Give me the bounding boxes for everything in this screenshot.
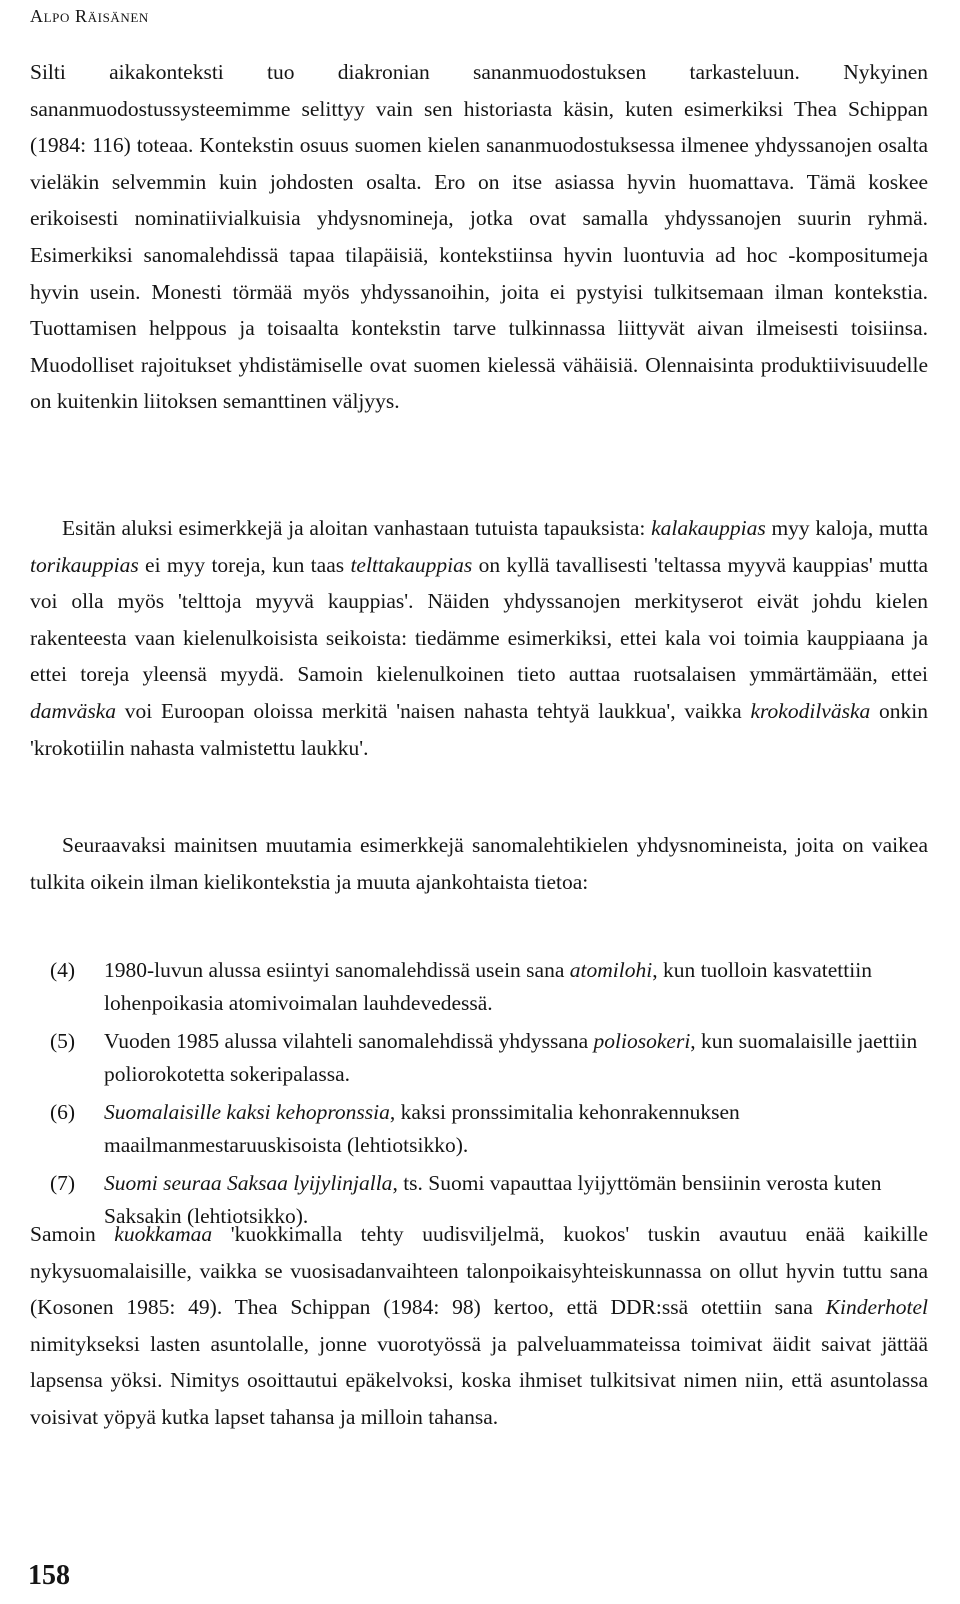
paragraph-1 <box>30 54 928 420</box>
italic-term: Kinderhotel <box>825 1295 928 1320</box>
example-item: (7) Suomi seuraa Saksaa lyijylinjalla, ts. Suomi vapauttaa lyijyttömän bensiinin verosta kuten Saksakin (lehtiotsikko). <box>30 1167 928 1233</box>
example-number: (5) <box>50 1029 76 1053</box>
italic-term: krokodilväska <box>750 698 871 723</box>
paragraph-3 <box>30 827 928 900</box>
paragraph-4: Samoin kuokkamaa 'kuokkimalla tehty uudisviljelmä, kuokos' tuskin avautuu enää kaikille nykysuomalaisille, vaikka se vuosisadanvaihteen talonpoikaisyhteiskunnassa on ollut hyvin tuttu sana (Kosonen 1985: 49). Thea Schippan (1984: 98) kertoo, että DDR:ssä otettiin sana Kinderhotel nimitykseksi lasten asuntolalle, jonne vuorotyössä ja palveluammateissa toimivat äidit saivat jättää lapsensa yöksi. Nimitys osoittautui epäkelvoksi, koska ihmiset tulkitsivat nimen niin, että asuntolassa voisivat yöpyä kutka lapset tahansa ja milloin tahansa. <box>30 1222 929 1429</box>
italic-term: torikauppias <box>30 552 139 577</box>
example-list <box>30 954 928 1238</box>
italic-term: poliosokeri <box>593 1029 691 1053</box>
italic-term: Suomi seuraa Saksaa lyijylinjalla <box>104 1171 393 1195</box>
italic-term: atomilohi <box>569 958 653 982</box>
example-item: (6) Suomalaisille kaksi kehopronssia, kaksi pronssimitalia kehonrakennuksen maailmanmestaruuskisoista (lehtiotsikko). <box>30 1096 928 1162</box>
running-header: Alpo Räisänen <box>30 6 149 26</box>
paragraph-2: Esitän aluksi esimerkkejä ja aloitan vanhastaan tutuista tapauksista: kalakauppias myy kaloja, mutta torikauppias ei myy toreja, kun taas telttakauppias on kyllä tavallisesti 'teltassa myyvä kauppias' mutta voi olla myös 'telttoja myyvä kauppias'. Näiden yhdyssanojen merkityserot eivät johdu kielen rakenteesta vaan kielenulkoisista seikoista: tiedämme esimerkiksi, ettei kala voi toimia kauppiaana ja ettei toreja yleensä myydä. Samoin kielenulkoinen tieto auttaa ruotsalaisen ymmärtämään, ettei damväska voi Euroopan oloissa merkitä 'naisen nahasta tehtyä laukkua', vaikka krokodilväska onkin 'krokotiilin nahasta valmistettu laukku'. <box>30 516 928 760</box>
italic-term: kalakauppias <box>651 516 766 540</box>
italic-term: telttakauppias <box>350 552 473 577</box>
example-item: (4) 1980-luvun alussa esiintyi sanomalehdissä usein sana atomilohi, kun tuolloin kasvatettiin lohenpoikasia atomivoimalan lauhdevedessä. <box>30 954 928 1020</box>
example-number: (6) <box>50 1100 76 1124</box>
paragraph-1-text: Silti aikakonteksti tuo diakronian sananmuodostuksen tarkasteluun. Nykyinen sananmuodostussysteemimme selittyy vain sen historiasta käsin, kuten esimerkiksi Thea Schippan (1984: 116) toteaa. Kontekstin osuus suomen kielen sananmuodostuksessa ilmenee yhdyssanojen osalta vieläkin selvemmin kuin johdosten osalta. Ero on itse asiassa hyvin huomattava. Tämä koskee erikoisesti nominatiivialkuisia yhdysnomineja, jotka ovat samalla yhdyssanojen suurin ryhmä. Esimerkiksi sanomalehdissä tapaa tilapäisiä, kontekstiinsa hyvin luontuvia ad hoc -kompositumeja hyvin usein. Monesti törmää myös yhdyssanoihin, joita ei pystyisi tulkitsemaan ilman kontekstia. Tuottamisen helppous ja toisaalta kontekstin tarve tulkinnassa liittyvät aivan ilmeisesti toisiinsa. Muodolliset rajoitukset yhdistämiselle ovat suomen kielessä vähäisiä. Olennaisinta produktiivisuudelle on kuitenkin liitoksen semanttinen väljyys. <box>30 60 928 414</box>
example-item: (5) Vuoden 1985 alussa vilahteli sanomalehdissä yhdyssana poliosokeri, kun suomalaisille jaettiin poliorokotetta sokeripalassa. <box>30 1025 928 1091</box>
paragraph-3-text: Seuraavaksi mainitsen muutamia esimerkkejä sanomalehtikielen yhdysnomineista, joita on vaikea tulkita oikein ilman kielikontekstia ja muuta ajankohtaista tietoa: <box>30 833 928 894</box>
page-number: 158 <box>28 1560 70 1591</box>
example-number: (7) <box>50 1171 76 1195</box>
example-number: (4) <box>50 958 76 982</box>
italic-term: damväska <box>30 698 116 723</box>
italic-term: Suomalaisille kaksi kehopronssia <box>104 1100 390 1124</box>
italic-term: kuokkamaa <box>114 1222 213 1246</box>
